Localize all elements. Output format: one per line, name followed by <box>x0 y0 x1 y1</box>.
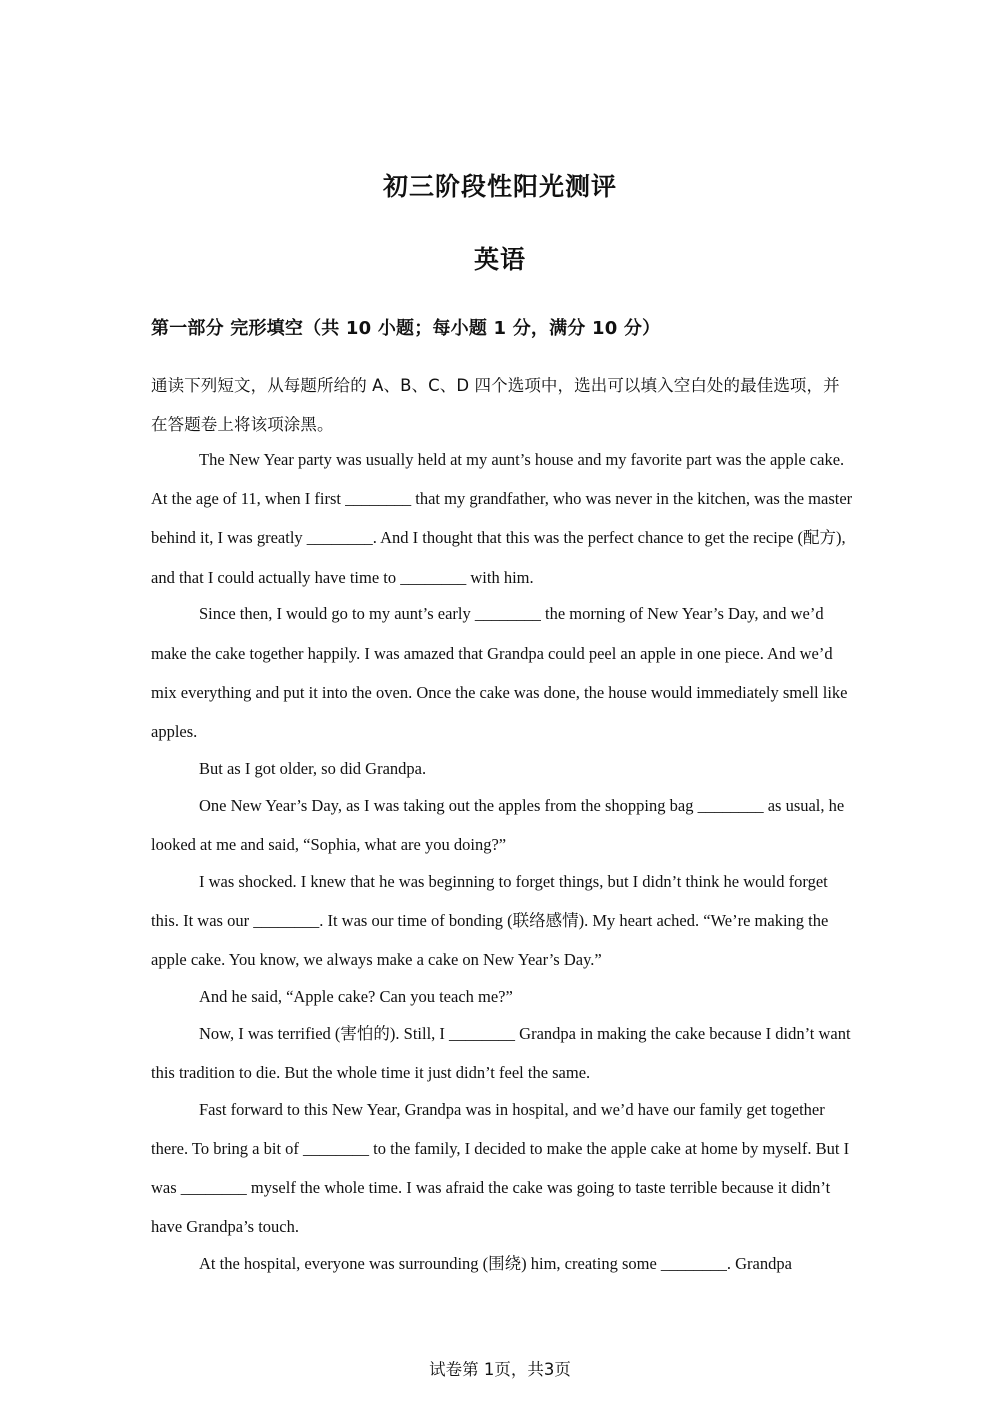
passage-paragraph: The New Year party was usually held at my aunt’s house and my favorite part was the apple cake. At the age of 11, when I first ________ that my grandfather, who was never in the kitchen, was the master behind it, I was greatly ________. And I thought that this was the perfect chance to get the recipe (配方), and that I could actually have time to ________ with him. <box>151 450 853 587</box>
passage-paragraph: But as I got older, so did Grandpa. <box>199 758 427 778</box>
page-footer: 试卷第 1页，共3页 <box>429 1360 571 1379</box>
passage-paragraph: Fast forward to this New Year, Grandpa was in hospital, and we’d have our family get together there. To bring a bit of ________ to the family, I decided to make the apple cake at home by myself. But I was ________ myself the whole time. I was afraid the cake was going to taste terrible because it didn’t have Grandpa’s touch. <box>151 1099 850 1237</box>
passage-paragraph: I was shocked. I knew that he was beginning to forget things, but I didn’t think he would forget this. It was our ________. It was our time of bonding (联络感情). My heart ached. “We’re making the apple cake. You know, we always make a cake on New Year’s Day.” <box>151 871 829 970</box>
passage-paragraph: Now, I was terrified (害怕的). Still, I ________ Grandpa in making the cake because I didn’t want this tradition to die. But the whole time it just didn’t feel the same. <box>151 1023 851 1082</box>
subject-title: 英语 <box>473 245 526 274</box>
section-instructions: 通读下列短文，从每题所给的 A、B、C、D 四个选项中，选出可以填入空白处的最佳选项，并在答题卷上将该项涂黑。 <box>151 376 840 434</box>
exam-title: 初三阶段性阳光测评 <box>382 172 617 201</box>
section-heading: 第一部分 完形填空（共 10 小题；每小题 1 分，满分 10 分） <box>151 318 661 339</box>
passage-paragraph: And he said, “Apple cake? Can you teach me?” <box>199 986 513 1006</box>
passage-paragraph: At the hospital, everyone was surrounding (围绕) him, creating some ________. Grandpa <box>199 1254 792 1274</box>
cloze-passage <box>151 440 856 1281</box>
passage-paragraph: One New Year’s Day, as I was taking out the apples from the shopping bag ________ as usual, he looked at me and said, “Sophia, what are you doing?” <box>151 795 845 854</box>
passage-paragraph: Since then, I would go to my aunt’s early ________ the morning of New Year’s Day, and we’d make the cake together happily. I was amazed that Grandpa could peel an apple in one piece. And we’d mix everything and put it into the oven. Once the cake was done, the house would immediately smell like apples. <box>151 604 848 742</box>
